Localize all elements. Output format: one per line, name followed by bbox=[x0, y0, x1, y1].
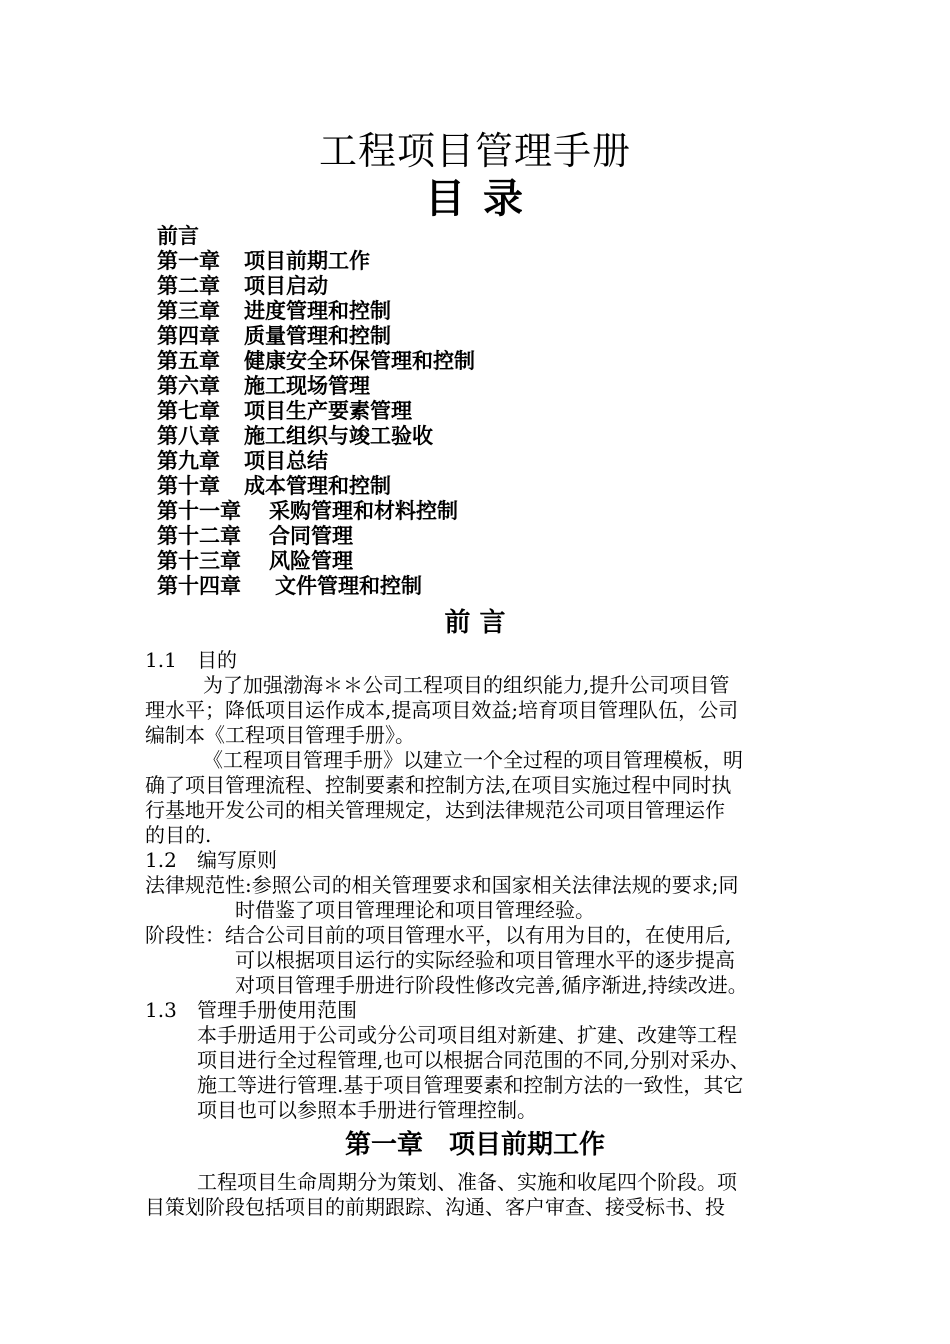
chapter-1-heading: 第一章 项目前期工作 bbox=[344, 1130, 605, 1160]
toc-item[interactable] bbox=[157, 549, 475, 574]
toc-item[interactable] bbox=[157, 274, 475, 299]
paragraph-line: 的目的. bbox=[145, 823, 212, 847]
toc-chapter: 第一章 bbox=[157, 249, 220, 273]
section-title: 编写原则 bbox=[197, 848, 277, 872]
toc-title: 施工组织与竣工验收 bbox=[244, 424, 433, 448]
toc-title: 风险管理 bbox=[269, 549, 353, 573]
section-1-3-heading bbox=[145, 998, 357, 1023]
paragraph-line: 可以根据项目运行的实际经验和项目管理水平的逐步提高 bbox=[235, 948, 735, 972]
paragraph-line: 目策划阶段包括项目的前期跟踪、沟通、客户审查、接受标书、投 bbox=[145, 1195, 725, 1219]
toc-item[interactable] bbox=[157, 299, 475, 324]
toc-chapter: 第九章 bbox=[157, 449, 220, 473]
section-1-1-heading bbox=[145, 648, 237, 673]
toc-title: 项目生产要素管理 bbox=[244, 399, 412, 423]
section-number: 1.2 bbox=[145, 848, 177, 872]
toc-title: 项目启动 bbox=[244, 274, 328, 298]
toc-item[interactable] bbox=[157, 524, 475, 549]
paragraph-line: 本手册适用于公司或分公司项目组对新建、扩建、改建等工程 bbox=[197, 1023, 737, 1047]
toc-chapter: 第三章 bbox=[157, 299, 220, 323]
paragraph-line: 项目也可以参照本手册进行管理控制。 bbox=[197, 1098, 537, 1122]
paragraph-line: 项目进行全过程管理,也可以根据合同范围的不同,分别对采办、 bbox=[197, 1048, 750, 1072]
toc-item[interactable] bbox=[157, 574, 475, 599]
paragraph-line: 为了加强渤海＊＊公司工程项目的组织能力,提升公司项目管 bbox=[203, 673, 730, 697]
toc-item[interactable] bbox=[157, 349, 475, 374]
paragraph-line: 行基地开发公司的相关管理规定，达到法律规范公司项目管理运作 bbox=[145, 798, 725, 822]
toc-item[interactable] bbox=[157, 324, 475, 349]
toc-item[interactable] bbox=[157, 224, 475, 249]
toc-item[interactable] bbox=[157, 474, 475, 499]
toc-chapter: 第五章 bbox=[157, 349, 220, 373]
paragraph-line: 编制本《工程项目管理手册》。 bbox=[145, 723, 415, 747]
toc-item[interactable] bbox=[157, 424, 475, 449]
toc-title: 进度管理和控制 bbox=[244, 299, 391, 323]
toc-chapter: 第二章 bbox=[157, 274, 220, 298]
document-title: 工程项目管理手册 bbox=[318, 129, 631, 173]
toc-chapter: 第十四章 bbox=[157, 574, 241, 598]
paragraph-line: 对项目管理手册进行阶段性修改完善,循序渐进,持续改进。 bbox=[235, 973, 748, 997]
paragraph-line: 阶段性：结合公司目前的项目管理水平，以有用为目的，在使用后, bbox=[145, 923, 732, 947]
toc-title: 文件管理和控制 bbox=[275, 574, 422, 598]
paragraph-line: 理水平；降低项目运作成本,提高项目效益;培育项目管理队伍，公司 bbox=[145, 698, 739, 722]
paragraph-line: 工程项目生命周期分为策划、准备、实施和收尾四个阶段。项 bbox=[197, 1170, 737, 1194]
section-title: 目的 bbox=[197, 648, 237, 672]
toc-chapter: 第六章 bbox=[157, 374, 220, 398]
paragraph-line: 法律规范性:参照公司的相关管理要求和国家相关法律法规的要求;同 bbox=[145, 873, 739, 897]
toc-title: 健康安全环保管理和控制 bbox=[244, 349, 475, 373]
toc-chapter: 第八章 bbox=[157, 424, 220, 448]
paragraph-line: 确了项目管理流程、控制要素和控制方法,在项目实施过程中同时执 bbox=[145, 773, 732, 797]
toc-chapter: 第十一章 bbox=[157, 499, 241, 523]
toc-chapter: 第四章 bbox=[157, 324, 220, 348]
toc-item[interactable] bbox=[157, 449, 475, 474]
toc-item[interactable] bbox=[157, 499, 475, 524]
paragraph-line: 施工等进行管理.基于项目管理要素和控制方法的一致性，其它 bbox=[197, 1073, 744, 1097]
section-1-2-heading bbox=[145, 848, 277, 873]
toc-title: 合同管理 bbox=[269, 524, 353, 548]
toc-item[interactable] bbox=[157, 399, 475, 424]
toc-item[interactable] bbox=[157, 374, 475, 399]
toc-chapter: 第十三章 bbox=[157, 549, 241, 573]
toc-title: 采购管理和材料控制 bbox=[269, 499, 458, 523]
section-number: 1.3 bbox=[145, 998, 177, 1022]
toc-item[interactable] bbox=[157, 249, 475, 274]
paragraph-line: 《工程项目管理手册》以建立一个全过程的项目管理模板，明 bbox=[203, 748, 743, 772]
toc-chapter: 前言 bbox=[157, 224, 199, 248]
section-number: 1.1 bbox=[145, 648, 177, 672]
preface-heading: 前 言 bbox=[444, 608, 506, 638]
toc-chapter: 第七章 bbox=[157, 399, 220, 423]
toc-title: 项目前期工作 bbox=[244, 249, 370, 273]
toc-title: 成本管理和控制 bbox=[244, 474, 391, 498]
toc-heading: 目 录 bbox=[425, 176, 525, 222]
toc-title: 施工现场管理 bbox=[244, 374, 370, 398]
toc-chapter: 第十二章 bbox=[157, 524, 241, 548]
toc-chapter: 第十章 bbox=[157, 474, 220, 498]
paragraph-line: 时借鉴了项目管理理论和项目管理经验。 bbox=[235, 898, 595, 922]
toc-title: 质量管理和控制 bbox=[244, 324, 391, 348]
table-of-contents bbox=[157, 224, 475, 599]
toc-title: 项目总结 bbox=[244, 449, 328, 473]
section-title: 管理手册使用范围 bbox=[197, 998, 357, 1022]
